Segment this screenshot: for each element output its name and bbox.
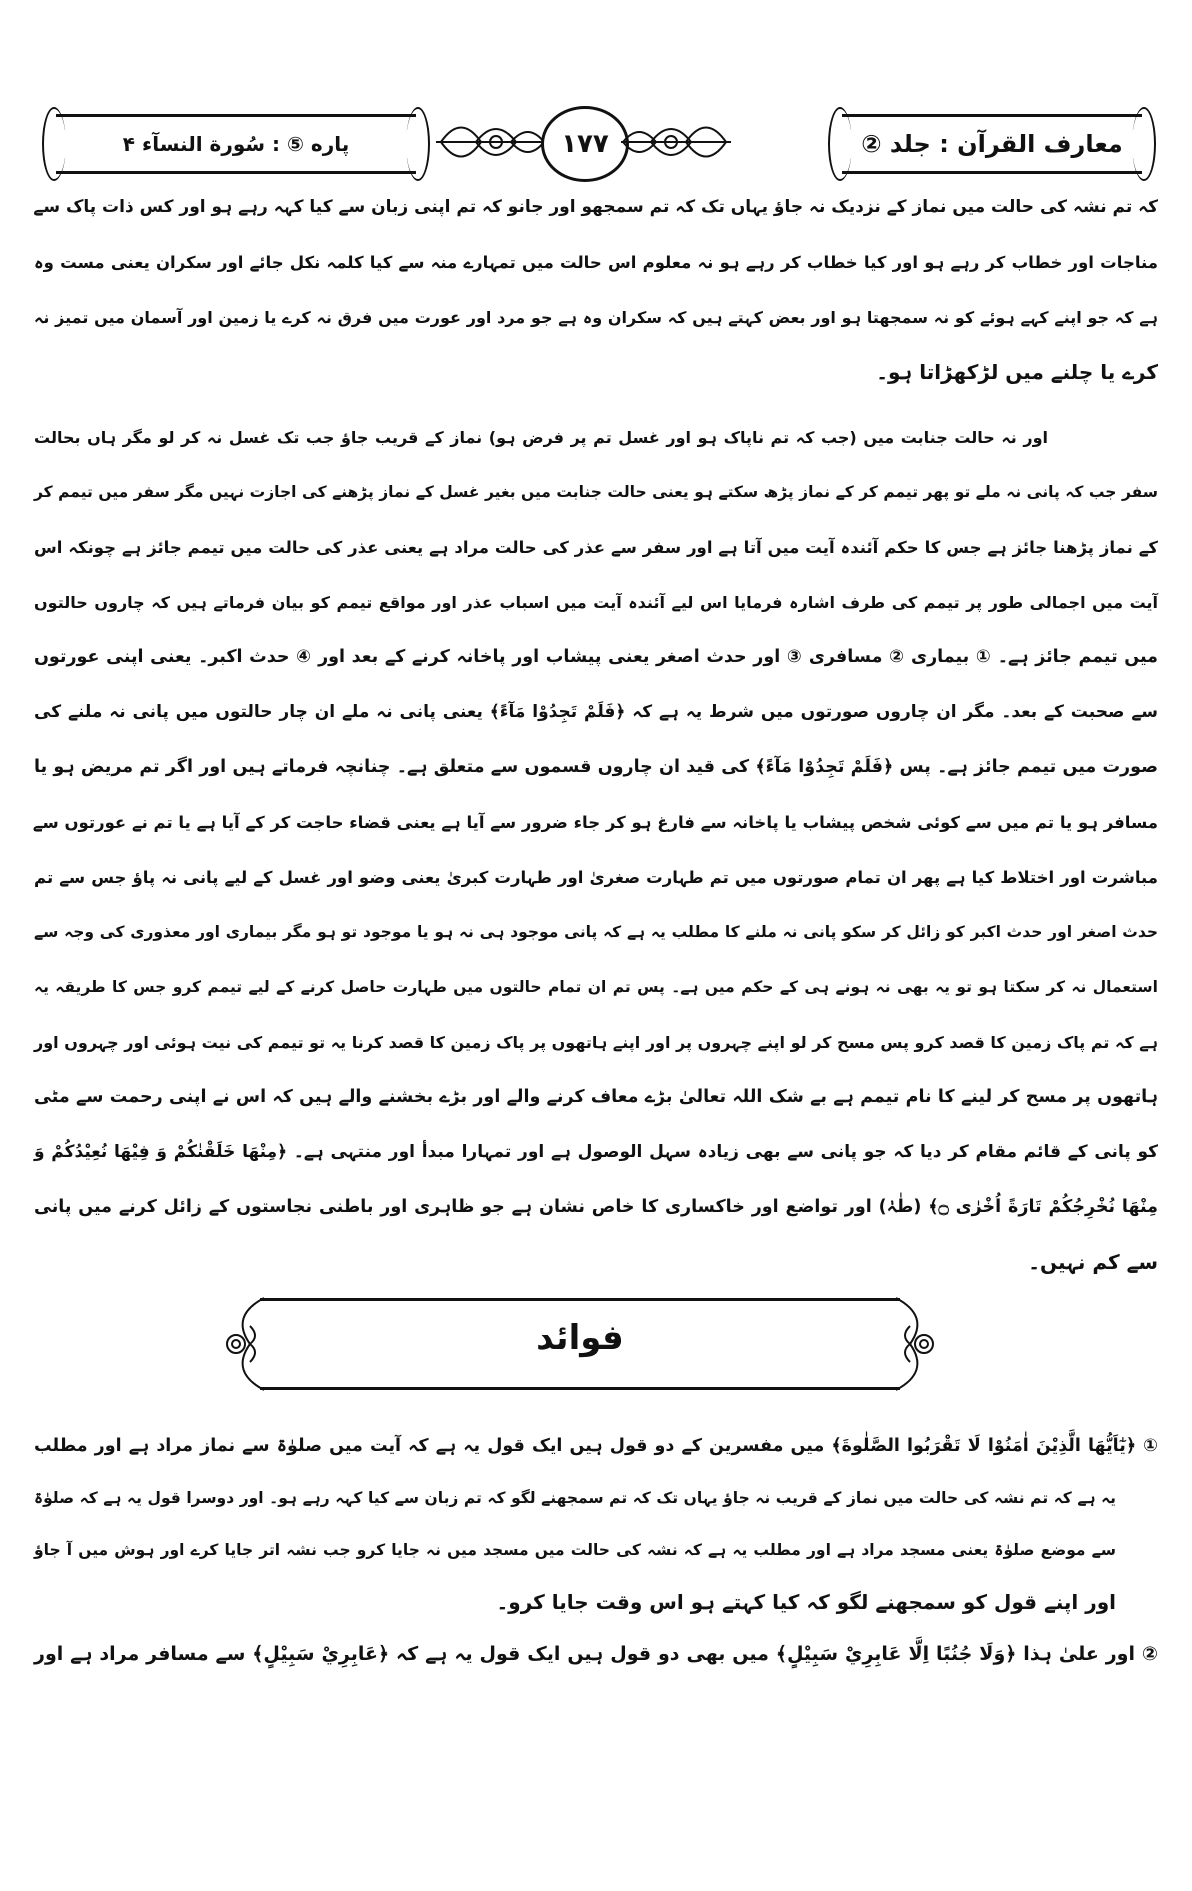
text-line: سفر جب کہ پانی نہ ملے تو پھر تیمم کر کے نماز پڑھ سکتے ہو یعنی حالت جنابت میں بغیر غسل کے نماز پڑھنے کی اجازت نہیں مگر سفر میں تیمم کر xyxy=(34,483,1158,501)
book-title-box xyxy=(842,114,1142,174)
text-line: استعمال نہ کر سکتا ہو تو یہ بھی نہ ہونے ہی کے حکم میں ہے۔ پس تم ان تمام حالتوں میں طہارت حاصل کرنے کے لیے تیمم کرو جس کا طریقہ یہ xyxy=(34,978,1158,996)
text-line: کرے یا چلنے میں لڑکھڑاتا ہو۔ xyxy=(876,360,1158,384)
text-line: کو پانی کے قائم مقام کر دیا کہ جو پانی سے بھی زیادہ سہل الوصول ہے اور تمہارا مبدأ اور منتہی ہے۔ ﴿مِنْهَا خَلَقْنٰكُمْ وَ فِيْهَا نُعِيْدُكُمْ وَ xyxy=(34,1142,1158,1162)
page-number: ۱۷۷ xyxy=(541,106,629,182)
text-line: اور اپنے قول کو سمجھنے لگو کہ کیا کہتے ہو اس وقت جایا کرو۔ xyxy=(496,1590,1116,1614)
fawaid-title: فوائد xyxy=(536,1318,624,1358)
page-header xyxy=(36,108,1162,176)
text-line: مباشرت اور اختلاط کیا ہے پھر ان تمام صورتوں میں تم طہارت صغریٰ اور طہارت کبریٰ یعنی وضو اور غسل کے لیے پانی نہ پاؤ جس سے تم xyxy=(34,868,1158,887)
text-line: یہ ہے کہ تم نشہ کی حالت میں نماز کے قریب نہ جاؤ یہاں تک کہ تم سمجھنے لگو کہ تم زبان سے کیا کہہ رہے ہو۔ اور دوسرا قول یہ ہے کہ صلوٰۃ xyxy=(34,1489,1116,1507)
text-line: مِنْهَا نُخْرِجُكُمْ تَارَةً اُخْرٰى ۝﴾ (طٰہٰ) اور تواضع اور خاکساری کا خاص نشان ہے جو ظاہری اور باطنی نجاستوں کے زائل کرنے میں پانی xyxy=(34,1197,1159,1217)
paragraph-2 xyxy=(34,410,1158,1290)
text-line: مناجات اور خطاب کر رہے ہو اور کیا خطاب کر رہے ہو نہ معلوم اس حالت میں تمہارے منہ سے کیا کلمہ نکل جائے اور سکران یعنی مست وہ xyxy=(34,253,1158,272)
chapter-box xyxy=(56,114,416,174)
text-line: ہے کہ تم پاک زمین کا قصد کرو پس مسح کر لو اپنے چہروں پر اور اپنے ہاتھوں پر پاک زمین کا قصد کرنا یہ تو تیمم کی نیت ہوئی اور چہروں اور xyxy=(34,1033,1158,1052)
ornament-right-icon xyxy=(621,108,731,176)
fawaid-item-1 xyxy=(34,1420,1158,1628)
text-line: ① ﴿يٰٓاَيُّهَا الَّذِيْنَ اٰمَنُوْا لَا تَقْرَبُوا الصَّلٰوةَ﴾ میں مفسرین کے دو قول ہیں ایک قول یہ ہے کہ آیت میں صلوٰۃ سے نماز مراد ہے اور مطلب xyxy=(34,1436,1158,1456)
text-line: مسافر ہو یا تم میں سے کوئی شخص پیشاب یا پاخانہ سے فارغ ہو کر جاء ضرور سے آیا ہے یعنی قضاء حاجت کر کے آیا ہے یا تم نے عورتوں سے xyxy=(32,813,1158,832)
fawaid-item-2 xyxy=(34,1628,1158,1680)
paragraph-1 xyxy=(34,180,1158,400)
book-title: معارف القرآن : جلد ② xyxy=(861,130,1123,158)
text-line: کہ تم نشہ کی حالت میں نماز کے نزدیک نہ جاؤ یہاں تک کہ تم سمجھو اور جانو کہ تم اپنی زبان سے کیا کہہ رہے ہو اور کس ذات پاک سے xyxy=(33,197,1158,217)
chapter-label: پاره ⑤ : سُورة النسآء ۴ xyxy=(122,132,350,156)
text-line: ہاتھوں پر مسح کر لینے کا نام تیمم ہے بے شک اللہ تعالیٰ بڑے معاف کرنے والے اور بڑے بخشنے والے ہیں کہ اس نے اپنی رحمت سے مٹی xyxy=(34,1087,1158,1107)
text-line: صورت میں تیمم جائز ہے۔ پس ﴿فَلَمْ تَجِدُوْا مَآءً﴾ کی قید ان چاروں قسموں سے متعلق ہے۔ چنانچہ فرماتے ہیں اور اگر تم مریض ہو یا xyxy=(34,757,1158,777)
text-line: سے موضع صلوٰۃ یعنی مسجد مراد ہے اور مطلب یہ ہے کہ نشہ کی حالت میں مسجد میں نہ جایا کرو جب نشہ اتر جایا کرے اور ہوش میں آ جاؤ xyxy=(34,1541,1116,1559)
text-line: ہے کہ جو اپنے کہے ہوئے کو نہ سمجھتا ہو اور بعض کہتے ہیں کہ سکران وہ ہے جو مرد اور عورت میں فرق نہ کرے یا زمین اور آسمان میں تمیز نہ xyxy=(34,308,1158,327)
text-line: آیت میں اجمالی طور پر تیمم کی طرف اشارہ فرمایا اس لیے آئندہ آیت میں اسباب عذر اور مواقع تیمم کو بیان فرماتے ہیں کہ چاروں حالتوں xyxy=(34,593,1158,612)
text-line: سے کم نہیں۔ xyxy=(1028,1250,1158,1274)
text-line: سے صحبت کے بعد۔ مگر ان چاروں صورتوں میں شرط یہ ہے کہ ﴿فَلَمْ تَجِدُوْا مَآءً﴾ یعنی پانی نہ ملے ان چار حالتوں میں پانی نہ ملنے کی xyxy=(34,702,1158,722)
fawaid-heading-box xyxy=(220,1296,940,1392)
ornament-left-icon xyxy=(436,108,546,176)
text-line: کے نماز پڑھنا جائز ہے جس کا حکم آئندہ آیت میں آتا ہے اور سفر سے عذر کی حالت مراد ہے یعنی عذر کی حالت میں تیمم جائز ہے چونکہ اس xyxy=(34,538,1158,557)
text-line: اور نہ حالت جنابت میں (جب کہ تم ناپاک ہو اور غسل تم پر فرض ہو) نماز کے قریب جاؤ جب تک غسل نہ کر لو مگر ہاں بحالت xyxy=(34,428,1048,447)
text-line: میں تیمم جائز ہے۔ ① بیماری ② مسافری ③ اور حدث اصغر یعنی پیشاب اور پاخانہ کرنے کے بعد اور ④ حدث اکبر۔ یعنی اپنی عورتوں xyxy=(34,647,1158,667)
text-line: ② اور علیٰ ہذا ﴿وَلَا جُنُبًا اِلَّا عَابِرِيْ سَبِيْلٍ﴾ میں بھی دو قول ہیں ایک قول یہ ہے کہ ﴿عَابِرِيْ سَبِيْلٍ﴾ سے مسافر مراد ہے اور xyxy=(34,1643,1158,1665)
text-line: حدث اصغر اور حدث اکبر کو زائل کر سکو پانی نہ ملنے کا مطلب یہ ہے کہ پانی موجود ہی نہ ہو یا موجود تو ہو مگر بیماری اور معذوری کی وجہ سے xyxy=(34,923,1158,941)
